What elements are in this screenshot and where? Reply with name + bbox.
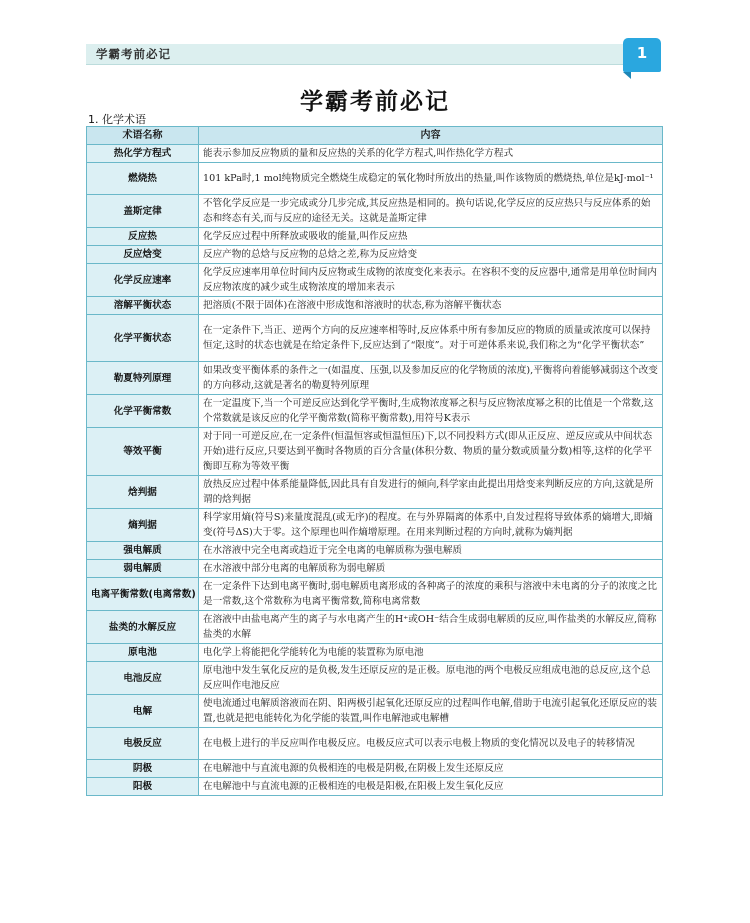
term-name-cell: 电极反应 [87,728,199,760]
term-name-cell: 电离平衡常数(电离常数) [87,578,199,611]
term-content-cell: 在溶液中由盐电离产生的离子与水电离产生的H⁺或OH⁻结合生成弱电解质的反应,叫作盐类的水解反应,简称盐类的水解 [199,611,663,644]
table-row [87,644,663,662]
term-content-cell: 化学反应速率用单位时间内反应物或生成物的浓度变化来表示。在容积不变的反应器中,通常是用单位时间内反应物浓度的减少或生成物浓度的增加来表示 [199,264,663,297]
term-name-cell: 强电解质 [87,542,199,560]
term-content-cell: 反应产物的总焓与反应物的总焓之差,称为反应焓变 [199,246,663,264]
term-content-cell: 如果改变平衡体系的条件之一(如温度、压强,以及参加反应的化学物质的浓度),平衡将向着能够减弱这个改变的方向移动,这就是著名的勒夏特列原理 [199,362,663,395]
table-row [87,163,663,195]
term-name-cell: 化学平衡常数 [87,395,199,428]
term-name-cell: 原电池 [87,644,199,662]
term-name-cell: 盐类的水解反应 [87,611,199,644]
term-content-cell: 在水溶液中完全电离或趋近于完全电离的电解质称为强电解质 [199,542,663,560]
table-row [87,228,663,246]
table-row [87,542,663,560]
table-body [87,145,663,796]
column-header-content: 内容 [199,127,663,145]
term-name-cell: 化学反应速率 [87,264,199,297]
term-name-cell: 电解 [87,695,199,728]
running-header [86,44,642,65]
page-number-tab: 1 [623,38,661,72]
term-name-cell: 电池反应 [87,662,199,695]
term-content-cell: 对于同一可逆反应,在一定条件(恒温恒容或恒温恒压)下,以不同投料方式(即从正反应、逆反应或从中间状态开始)进行反应,只要达到平衡时各物质的百分含量(体积分数、物质的量分数或质量分数)相等,这样的化学平衡即互称为等效平衡 [199,428,663,476]
table-row [87,695,663,728]
term-content-cell: 在电解池中与直流电源的正极相连的电极是阳极,在阳极上发生氧化反应 [199,778,663,796]
table-header-row [87,127,663,145]
term-content-cell: 化学反应过程中所释放或吸收的能量,叫作反应热 [199,228,663,246]
running-header-title: 学霸考前必记 [96,47,171,61]
terms-table [86,126,663,796]
term-content-cell: 放热反应过程中体系能量降低,因此具有自发进行的倾向,科学家由此提出用焓变来判断反应的方向,这就是所谓的焓判据 [199,476,663,509]
term-name-cell: 溶解平衡状态 [87,297,199,315]
term-name-cell: 弱电解质 [87,560,199,578]
column-header-term: 术语名称 [87,127,199,145]
page-title: 学霸考前必记 [300,89,450,115]
term-name-cell: 反应热 [87,228,199,246]
term-name-cell: 燃烧热 [87,163,199,195]
term-content-cell: 在水溶液中部分电离的电解质称为弱电解质 [199,560,663,578]
term-content-cell: 在一定温度下,当一个可逆反应达到化学平衡时,生成物浓度幂之积与反应物浓度幂之积的比值是一个常数,这个常数就是该反应的化学平衡常数(简称平衡常数),用符号K表示 [199,395,663,428]
term-name-cell: 盖斯定律 [87,195,199,228]
table-row [87,428,663,476]
table-row [87,560,663,578]
term-content-cell: 在一定条件下,当正、逆两个方向的反应速率相等时,反应体系中所有参加反应的物质的质量或浓度可以保持恒定,这时的状态也就是在给定条件下,反应达到了“限度”。对于可逆体系来说,我们称之为“化学平衡状态” [199,315,663,362]
table-row [87,778,663,796]
table-row [87,728,663,760]
term-content-cell: 科学家用熵(符号S)来量度混乱(或无序)的程度。在与外界隔离的体系中,自发过程将导致体系的熵增大,即熵变(符号ΔS)大于零。这个原理也叫作熵增原理。在用来判断过程的方向时,就称为熵判据 [199,509,663,542]
term-name-cell: 熵判据 [87,509,199,542]
term-content-cell: 使电流通过电解质溶液而在阴、阳两极引起氧化还原反应的过程叫作电解,借助于电流引起氧化还原反应的装置,也就是把电能转化为化学能的装置,叫作电解池或电解槽 [199,695,663,728]
term-name-cell: 等效平衡 [87,428,199,476]
term-name-cell: 反应焓变 [87,246,199,264]
term-name-cell: 阳极 [87,778,199,796]
term-content-cell: 把溶质(不限于固体)在溶液中形成饱和溶液时的状态,称为溶解平衡状态 [199,297,663,315]
term-content-cell: 能表示参加反应物质的量和反应热的关系的化学方程式,叫作热化学方程式 [199,145,663,163]
table-row [87,760,663,778]
table-row [87,395,663,428]
term-name-cell: 勒夏特列原理 [87,362,199,395]
section-heading: 1. 化学术语 [88,113,146,126]
term-name-cell: 阴极 [87,760,199,778]
term-content-cell: 电化学上将能把化学能转化为电能的装置称为原电池 [199,644,663,662]
term-content-cell: 在电解池中与直流电源的负极相连的电极是阴极,在阴极上发生还原反应 [199,760,663,778]
table-row [87,145,663,163]
table-row [87,509,663,542]
term-content-cell: 不管化学反应是一步完成或分几步完成,其反应热是相同的。换句话说,化学反应的反应热只与反应体系的始态和终态有关,而与反应的途径无关。这就是盖斯定律 [199,195,663,228]
table-row [87,297,663,315]
table-row [87,662,663,695]
term-content-cell: 101 kPa时,1 mol纯物质完全燃烧生成稳定的氧化物时所放出的热量,叫作该物质的燃烧热,单位是kJ·mol⁻¹ [199,163,663,195]
term-name-cell: 焓判据 [87,476,199,509]
term-content-cell: 原电池中发生氧化反应的是负极,发生还原反应的是正极。原电池的两个电极反应组成电池的总反应,这个总反应叫作电池反应 [199,662,663,695]
term-content-cell: 在电极上进行的半反应叫作电极反应。电极反应式可以表示电极上物质的变化情况以及电子的转移情况 [199,728,663,760]
table-row [87,315,663,362]
table-row [87,476,663,509]
table-row [87,264,663,297]
term-name-cell: 化学平衡状态 [87,315,199,362]
term-content-cell: 在一定条件下达到电离平衡时,弱电解质电离形成的各种离子的浓度的乘积与溶液中未电离的分子的浓度之比是一常数,这个常数称为电离平衡常数,简称电离常数 [199,578,663,611]
table-row [87,195,663,228]
term-name-cell: 热化学方程式 [87,145,199,163]
table-row [87,578,663,611]
table-row [87,246,663,264]
table-row [87,362,663,395]
table-row [87,611,663,644]
